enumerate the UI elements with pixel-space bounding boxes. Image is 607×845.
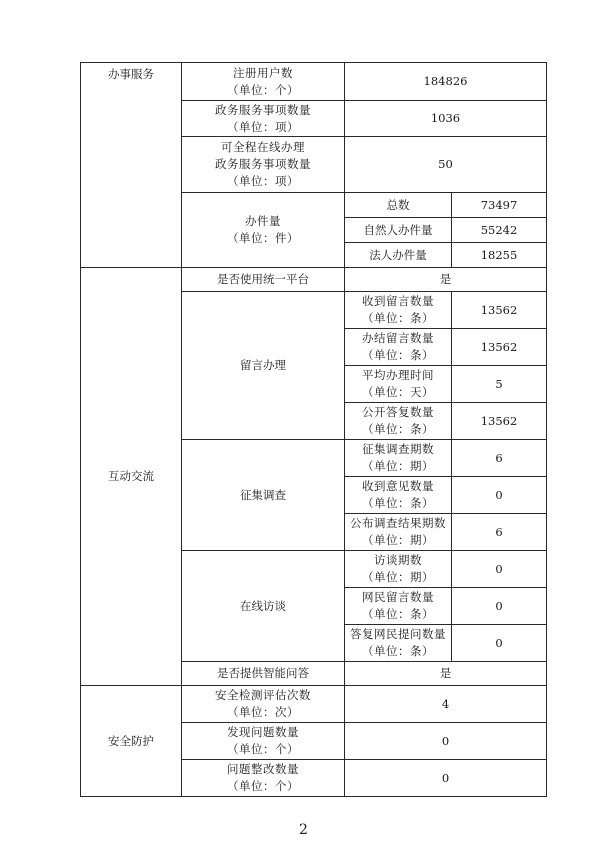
value-service-items: 1036 xyxy=(345,101,547,137)
value-unified-platform: 是 xyxy=(345,268,547,292)
metric-opinions-received: 收到意见数量 （单位：条） xyxy=(345,477,452,514)
value-issues-fixed: 0 xyxy=(345,760,547,797)
metric-messages-resolved: 办结留言数量 （单位：条） xyxy=(345,329,452,366)
value-online-service-items: 50 xyxy=(345,137,547,193)
category-interaction: 互动交流 xyxy=(81,268,182,686)
value-smart-qa: 是 xyxy=(345,662,547,686)
value-messages-received: 13562 xyxy=(452,292,547,329)
metric-registered-users: 注册用户数 （单位：个） xyxy=(182,63,345,101)
metric-avg-handling-time: 平均办理时间 （单位：天） xyxy=(345,366,452,403)
value-total: 73497 xyxy=(452,193,547,218)
metric-online-service-items: 可全程在线办理 政务服务事项数量 （单位：项） xyxy=(182,137,345,193)
table-row xyxy=(81,686,547,723)
value-messages-resolved: 13562 xyxy=(452,329,547,366)
metric-security-checks: 安全检测评估次数 （单位：次） xyxy=(182,686,345,723)
metric-service-items: 政务服务事项数量 （单位：项） xyxy=(182,101,345,137)
value-survey-results: 6 xyxy=(452,514,547,551)
metric-survey-results: 公布调查结果期数 （单位：期） xyxy=(345,514,452,551)
metric-public-replies: 公开答复数量 （单位：条） xyxy=(345,403,452,440)
value-netizen-messages: 0 xyxy=(452,588,547,625)
metric-netizen-messages: 网民留言数量 （单位：条） xyxy=(345,588,452,625)
metric-questions-answered: 答复网民提问数量 （单位：条） xyxy=(345,625,452,662)
sub-metric-legal-person: 法人办件量 xyxy=(345,243,452,268)
metric-interview-periods: 访谈期数 （单位：期） xyxy=(345,551,452,588)
metric-messages-received: 收到留言数量 （单位：条） xyxy=(345,292,452,329)
table-row xyxy=(81,268,547,292)
table-row xyxy=(81,63,547,101)
sub-metric-total: 总数 xyxy=(345,193,452,218)
value-opinions-received: 0 xyxy=(452,477,547,514)
value-survey-periods: 6 xyxy=(452,440,547,477)
metric-survey-periods: 征集调查期数 （单位：期） xyxy=(345,440,452,477)
value-public-replies: 13562 xyxy=(452,403,547,440)
metric-issues-fixed: 问题整改数量 （单位：个） xyxy=(182,760,345,797)
category-gov-service: 办事服务 xyxy=(81,63,182,268)
sub-metric-natural-person: 自然人办件量 xyxy=(345,218,452,243)
value-avg-handling-time: 5 xyxy=(452,366,547,403)
stats-table xyxy=(80,62,547,797)
value-security-checks: 4 xyxy=(345,686,547,723)
metric-smart-qa: 是否提供智能问答 xyxy=(182,662,345,686)
metric-handled-cases: 办件量 （单位：件） xyxy=(182,193,345,268)
metric-issues-found: 发现问题数量 （单位：个） xyxy=(182,723,345,760)
category-security: 安全防护 xyxy=(81,686,182,797)
group-online-interview: 在线访谈 xyxy=(182,551,345,662)
value-natural-person: 55242 xyxy=(452,218,547,243)
value-questions-answered: 0 xyxy=(452,625,547,662)
metric-unified-platform: 是否使用统一平台 xyxy=(182,268,345,292)
group-message-handling: 留言办理 xyxy=(182,292,345,440)
group-survey: 征集调查 xyxy=(182,440,345,551)
value-registered-users: 184826 xyxy=(345,63,547,101)
value-interview-periods: 0 xyxy=(452,551,547,588)
value-legal-person: 18255 xyxy=(452,243,547,268)
page-number: 2 xyxy=(299,822,308,838)
value-issues-found: 0 xyxy=(345,723,547,760)
